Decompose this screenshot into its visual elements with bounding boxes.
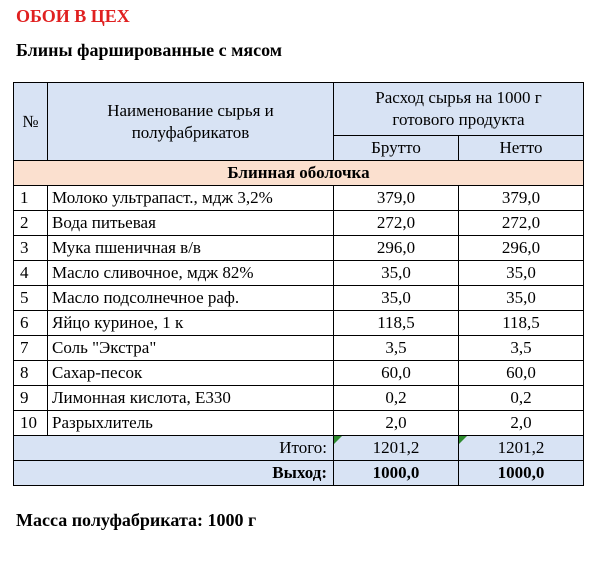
row-num: 2 — [14, 211, 48, 236]
total-row-net — [459, 436, 584, 461]
row-gross: 379,0 — [334, 186, 459, 211]
total-row-label: Итого: — [14, 436, 334, 461]
row-net: 2,0 — [459, 411, 584, 436]
row-name: Яйцо куриное, 1 к — [48, 311, 334, 336]
row-name: Мука пшеничная в/в — [48, 236, 334, 261]
row-num: 10 — [14, 411, 48, 436]
table-row — [14, 386, 584, 411]
row-net: 379,0 — [459, 186, 584, 211]
row-num: 6 — [14, 311, 48, 336]
row-num: 1 — [14, 186, 48, 211]
row-name: Соль "Экстра" — [48, 336, 334, 361]
row-gross: 35,0 — [334, 286, 459, 311]
header-name-text: Наименование сырья и полуфабрикатов — [107, 100, 274, 142]
row-name: Молоко ультрапаст., мдж 3,2% — [48, 186, 334, 211]
table-row — [14, 211, 584, 236]
table-row — [14, 311, 584, 336]
comment-marker-icon — [459, 436, 467, 444]
header-consumption-text: Расход сырья на 1000 г готового продукта — [375, 88, 542, 129]
row-name: Масло подсолнечное раф. — [48, 286, 334, 311]
row-gross: 2,0 — [334, 411, 459, 436]
header-name — [48, 83, 334, 161]
row-gross: 0,2 — [334, 386, 459, 411]
row-num: 7 — [14, 336, 48, 361]
total-row — [14, 436, 584, 461]
row-gross: 296,0 — [334, 236, 459, 261]
table-row — [14, 236, 584, 261]
semi-product-mass: Масса полуфабриката: 1000 г — [16, 510, 257, 530]
row-num: 5 — [14, 286, 48, 311]
row-net: 35,0 — [459, 261, 584, 286]
total-row-gross — [334, 436, 459, 461]
row-net: 272,0 — [459, 211, 584, 236]
yield-row-gross — [334, 461, 459, 486]
ingredients-table — [13, 82, 584, 486]
header-net: Нетто — [459, 136, 584, 161]
header-consumption — [334, 83, 584, 136]
row-name: Сахар-песок — [48, 361, 334, 386]
row-num: 8 — [14, 361, 48, 386]
table-row — [14, 186, 584, 211]
row-net: 118,5 — [459, 311, 584, 336]
total-row-net-value: 1201,2 — [497, 438, 545, 457]
row-gross: 118,5 — [334, 311, 459, 336]
row-num: 9 — [14, 386, 48, 411]
row-gross: 3,5 — [334, 336, 459, 361]
row-gross: 60,0 — [334, 361, 459, 386]
row-gross: 35,0 — [334, 261, 459, 286]
total-row-gross-value: 1201,2 — [372, 438, 420, 457]
row-name: Масло сливочное, мдж 82% — [48, 261, 334, 286]
row-net: 35,0 — [459, 286, 584, 311]
comment-marker-icon — [334, 436, 342, 444]
row-num: 4 — [14, 261, 48, 286]
table-row — [14, 361, 584, 386]
yield-row-gross-value: 1000,0 — [372, 463, 420, 482]
row-net: 296,0 — [459, 236, 584, 261]
row-name: Вода питьевая — [48, 211, 334, 236]
table-row — [14, 336, 584, 361]
table-row — [14, 286, 584, 311]
table-row — [14, 261, 584, 286]
yield-row-label: Выход: — [14, 461, 334, 486]
row-net: 3,5 — [459, 336, 584, 361]
yield-row-net — [459, 461, 584, 486]
yield-row-net-value: 1000,0 — [497, 463, 545, 482]
header-num: № — [14, 83, 48, 161]
row-net: 0,2 — [459, 386, 584, 411]
row-name: Разрыхлитель — [48, 411, 334, 436]
section-title: Блинная оболочка — [14, 161, 584, 186]
yield-row — [14, 461, 584, 486]
row-net: 60,0 — [459, 361, 584, 386]
table-row — [14, 411, 584, 436]
row-name: Лимонная кислота, Е330 — [48, 386, 334, 411]
row-num: 3 — [14, 236, 48, 261]
brand-title: ОБОИ В ЦЕХ — [16, 6, 130, 26]
row-gross: 272,0 — [334, 211, 459, 236]
recipe-title: Блины фаршированные с мясом — [16, 40, 283, 60]
header-gross: Брутто — [334, 136, 459, 161]
